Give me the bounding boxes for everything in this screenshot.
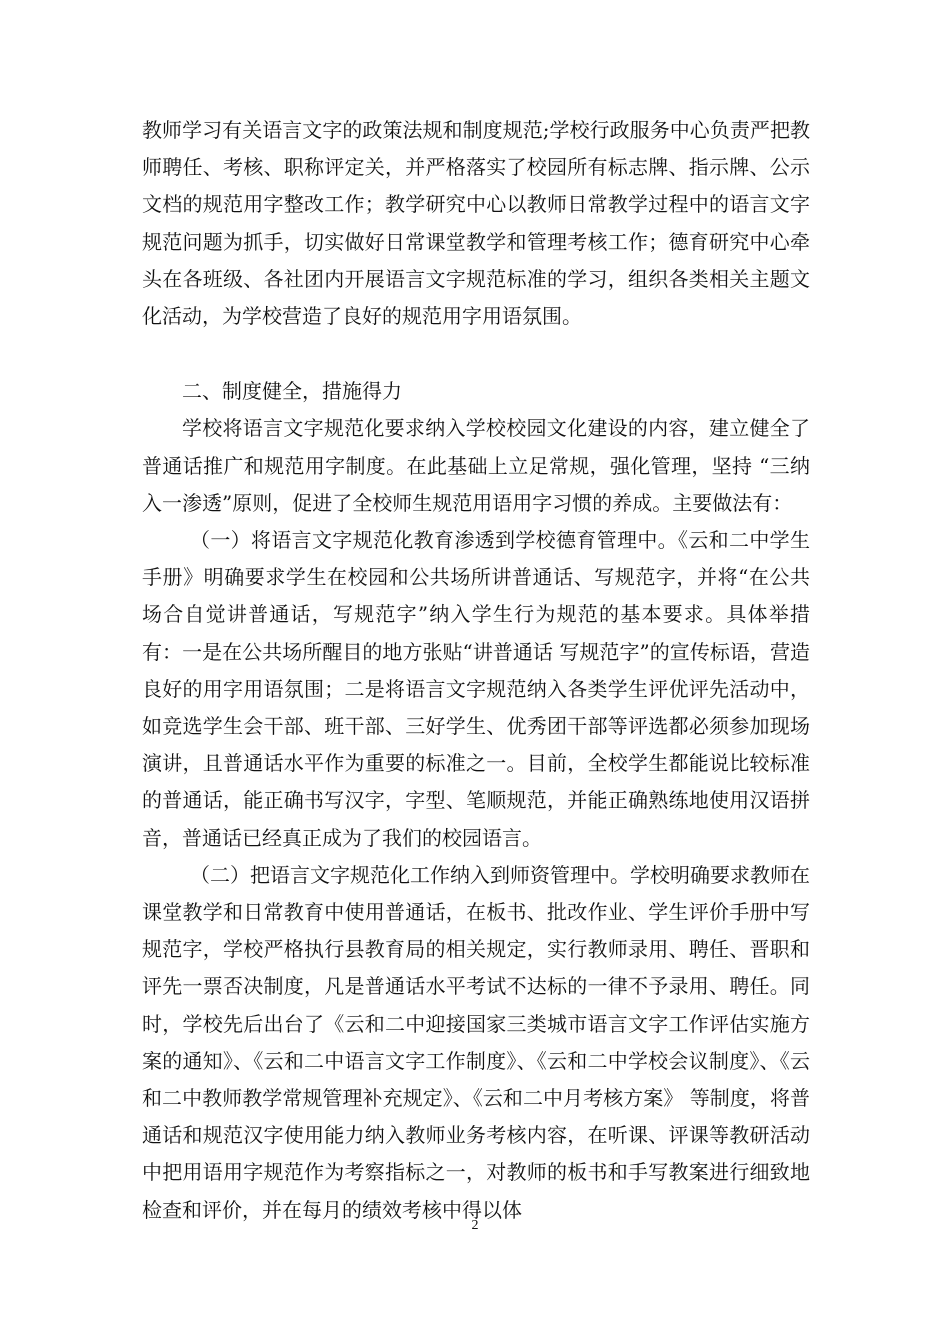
paragraph-continuation: 教师学习有关语言文字的政策法规和制度规范;学校行政服务中心负责严把教师聘任、考核、职称评定关，并严格落实了校园所有标志牌、指示牌、公示文档的规范用字整改工作；教学研究中心以教师日常教学过程中的语言文字规范问题为抓手，切实做好日常课堂教学和管理考核工作；德育研究中心牵头在各班级、各社团内开展语言文字规范标准的学习，组织各类相关主题文化活动，为学校营造了良好的规范用字用语氛围。 [142,118,810,329]
paragraph-item-1: （一）将语言文字规范化教育渗透到学校德育管理中。《云和二中学生手册》明确要求学生在校园和公共场所讲普通话、写规范字，并将“在公共场合自觉讲普通话，写规范字”纳入学生行为规范的基本要求。具体举措有：一是在公共场所醒目的地方张贴“讲普通话 写规范字”的宣传标语，营造良好的用字用语氛围；二是将语言文字规范纳入各类学生评优评先活动中，如竞选学生会干部、班干部、三好学生、优秀团干部等评选都必须参加现场演讲，且普通话水平作为重要的标准之一。目前，全校学生都能说比较标准的普通话，能正确书写汉字，字型、笔顺规范，并能正确熟练地使用汉语拼音，普通话已经真正成为了我们的校园语言。 [142,528,810,850]
page-number: 2 [471,1218,479,1233]
document-body [142,112,810,1229]
paragraph-gap [142,335,810,373]
paragraph-item-2: （二）把语言文字规范化工作纳入到师资管理中。学校明确要求教师在课堂教学和日常教育中使用普通话，在板书、批改作业、学生评价手册中写规范字，学校严格执行县教育局的相关规定，实行教师录用、聘任、晋职和评先一票否决制度，凡是普通话水平考试不达标的一律不予录用、聘任。同时，学校先后出台了《云和二中迎接国家三类城市语言文字工作评估实施方案的通知》、《云和二中语言文字工作制度》、《云和二中学校会议制度》、《云和二中教师教学常规管理补充规定》、《云和二中月考核方案》 等制度，将普通话和规范汉字使用能力纳入教师业务考核内容，在听课、评课等教研活动中把用语用字规范作为考察指标之一，对教师的板书和手写教案进行细致地检查和评价，并在每月的绩效考核中得以体 [142,862,810,1222]
section-heading: 二、制度健全，措施得力 [182,379,402,404]
paragraph-intro: 学校将语言文字规范化要求纳入学校校园文化建设的内容，建立健全了普通话推广和规范用字制度。在此基础上立足常规，强化管理，坚持 “三纳入一渗透”原则，促进了全校师生规范用语用字习惯的养成。主要做法有： [142,416,810,515]
